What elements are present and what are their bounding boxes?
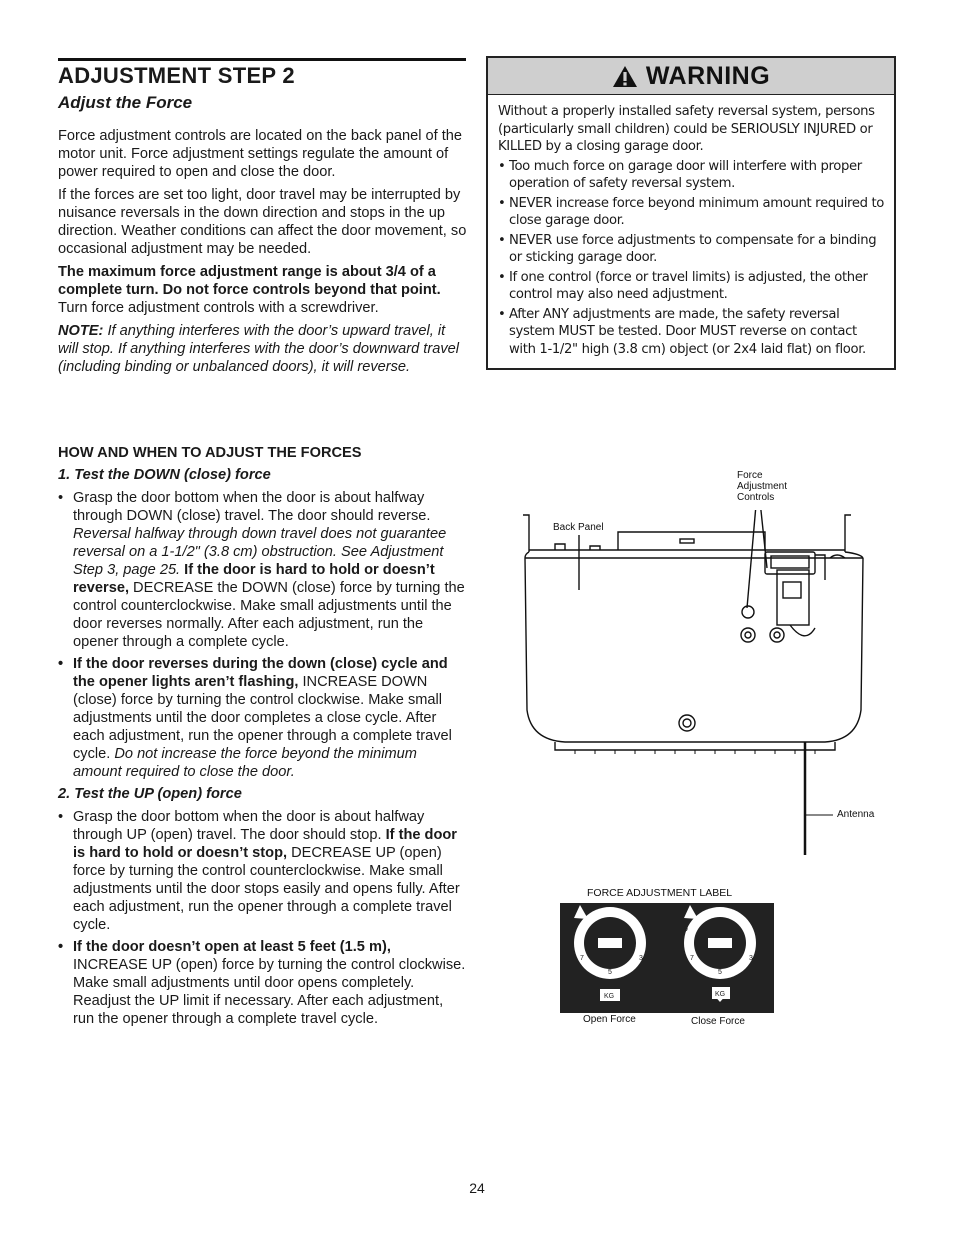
warning-item [498, 158, 884, 193]
warning-item-text: If one control (force or travel limits) is adjusted, the other control may also need adjustment. [509, 269, 868, 302]
force-controls-label-line-1: Force [737, 470, 763, 481]
close-dial-num-7: 7 [690, 955, 694, 962]
warning-item-text: NEVER increase force beyond minimum amount required to close garage door. [509, 195, 884, 228]
s1b1-rest: DECREASE the DOWN (close) force by turning the control counterclockwise. Make small adjustments until the door reverses normally. After each adjustment, run the opener through a complete cycle. [73, 580, 465, 650]
bullet-dot: • [58, 656, 64, 672]
bullet-dot: • [498, 232, 506, 248]
step-2-bullet-2 [58, 938, 468, 1028]
intro-paragraph-2: If the forces are set too light, door travel may be interrupted by nuisance reversals in the down direction and stops in the up direction. Weather conditions can affect the door movement, so occasional adjustment may be needed. [58, 187, 467, 257]
note-text: If anything interferes with the door’s upward travel, it will stop. If anything interferes with the door’s downward travel (including binding or unbalanced doors), it will reverse. [58, 323, 459, 375]
warning-title: WARNING [645, 61, 771, 90]
warning-triangle-icon [612, 65, 638, 88]
warning-box [486, 56, 896, 370]
page-title: ADJUSTMENT STEP 2 [58, 63, 295, 88]
s2b2-rest: INCREASE UP (open) force by turning the control clockwise. Make small adjustments until door opens completely. Readjust the UP limit if necessary. After each adjustment, run the opener through a complete travel cycle. [73, 957, 466, 1027]
title-rule [58, 58, 466, 61]
warning-item [498, 269, 884, 304]
step-1-number: 1. [58, 467, 71, 483]
bullet-dot: • [58, 809, 64, 825]
s2b1-bold: If the door is hard to hold or doesn’t stop, [73, 827, 457, 861]
s1b2-rest: INCREASE DOWN (close) force by turning the control clockwise. Make small adjustments until the door completes a close cycle. After each adjustment, run the opener through a complete travel cycle. [73, 674, 452, 762]
howto-section [58, 444, 468, 1032]
close-dial-num-9: 9 [684, 926, 688, 933]
open-kg: KG [604, 993, 615, 1000]
motor-unit-illustration [515, 510, 875, 860]
warning-item-text: Too much force on garage door will interfere with proper operation of safety reversal system. [509, 158, 862, 191]
range-warning-text: Turn force adjustment controls with a screwdriver. [58, 300, 379, 316]
bullet-dot: • [58, 939, 64, 955]
force-adjustment-label-graphic [560, 903, 774, 1013]
note-label: NOTE: [58, 323, 104, 339]
step-2-bullet-1 [58, 808, 468, 934]
open-dial-num-3: 3 [639, 955, 643, 962]
bullet-dot: • [498, 195, 506, 211]
s1b1-text: Grasp the door bottom when the door is about halfway through DOWN (close) travel. The door should reverse. [73, 490, 431, 524]
force-controls-label-line-3: Controls [737, 492, 775, 503]
warning-item [498, 195, 884, 230]
range-warning-bold: The maximum force adjustment range is about 3/4 of a complete turn. Do not force controls beyond that point. [58, 264, 441, 298]
force-controls-label-line-2: Adjustment [737, 481, 788, 492]
intro-paragraph-1: Force adjustment controls are located on the back panel of the motor unit. Force adjustment settings regulate the amount of power required to open and close the door. [58, 128, 463, 180]
step-2-title: Test the UP (open) force [74, 786, 242, 802]
intro-paragraph-3 [58, 263, 468, 317]
bullet-dot: • [58, 490, 64, 506]
intro-section [58, 127, 468, 381]
warning-item [498, 232, 884, 267]
warning-intro: Without a properly installed safety reversal system, persons (particularly small children) could be SERIOUSLY INJURED or KILLED by a closing garage door. [498, 104, 875, 154]
warning-item-text: NEVER use force adjustments to compensate for a binding or sticking garage door. [509, 232, 877, 265]
s1b1-italic: Reversal halfway through down travel does not guarantee reversal on a 1-1/2" (3.8 cm) obstruction. See Adjustment Step 3, page 25. [73, 526, 447, 578]
close-dial-num-1: 1 [758, 930, 762, 937]
close-dial-num-3: 3 [749, 955, 753, 962]
howto-heading: HOW AND WHEN TO ADJUST THE FORCES [58, 445, 362, 461]
close-kg: KG [715, 991, 726, 998]
note-paragraph [58, 322, 468, 376]
warning-header [488, 58, 894, 95]
s2b2-bold: If the door doesn’t open at least 5 feet (1.5 m), [73, 939, 391, 955]
open-dial-num-9: 9 [572, 926, 576, 933]
step-1-bullet-2 [58, 655, 468, 781]
bullet-dot: • [498, 306, 506, 322]
force-label-title: FORCE ADJUSTMENT LABEL [587, 887, 733, 899]
open-dial-num-5: 5 [608, 969, 612, 976]
s1b2-bold: If the door reverses during the down (close) cycle and the opener lights aren’t flashing, [73, 656, 448, 690]
step-2-number: 2. [58, 786, 71, 802]
step-1-bullet-1 [58, 489, 468, 651]
s2b1-rest: DECREASE UP (open) force by turning the control counterclockwise. Make small adjustments until the door stops easily and opens fully. After each adjustment, run the opener through a complete travel cycle. [73, 845, 460, 933]
open-force-label: Open Force [583, 1014, 636, 1025]
close-force-label: Close Force [691, 1016, 745, 1027]
s1b1-bold: If the door is hard to hold or doesn’t reverse, [73, 562, 435, 596]
s1b2-italic: Do not increase the force beyond the minimum amount required to close the door. [73, 746, 417, 780]
close-dial-num-5: 5 [718, 969, 722, 976]
step-1-heading [58, 466, 468, 484]
force-controls-label [737, 470, 787, 503]
warning-item [498, 306, 884, 359]
page-number: 24 [469, 1180, 485, 1196]
bullet-dot: • [498, 269, 506, 285]
step-2-heading [58, 785, 468, 803]
antenna-label: Antenna [837, 809, 875, 820]
open-dial-num-7: 7 [580, 955, 584, 962]
step-1-title: Test the DOWN (close) force [74, 467, 271, 483]
s2b1-text: Grasp the door bottom when the door is about halfway through UP (open) travel. The door should stop. [73, 809, 425, 843]
page-subtitle: Adjust the Force [58, 93, 193, 112]
back-panel-label: Back Panel [553, 522, 604, 533]
open-dial-num-1: 1 [646, 930, 650, 937]
bullet-dot: • [498, 158, 506, 174]
warning-body [488, 95, 894, 358]
warning-item-text: After ANY adjustments are made, the safety reversal system MUST be tested. Door MUST reverse on contact with 1-1/2" high (3.8 cm) object (or 2x4 laid flat) on floor. [509, 306, 866, 357]
